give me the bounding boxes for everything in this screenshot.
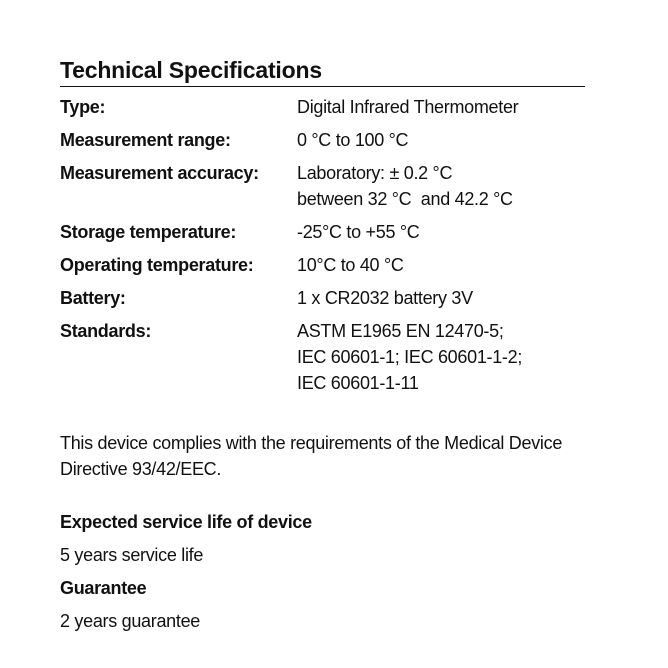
- spec-label: Battery:: [60, 288, 126, 308]
- spec-value: [297, 285, 585, 311]
- spec-page: [60, 56, 585, 634]
- spec-value-line: -25°C to +55 °C: [297, 222, 420, 242]
- spec-label: Standards:: [60, 321, 152, 341]
- spec-label: Type:: [60, 97, 106, 117]
- spec-table: [60, 94, 585, 396]
- compliance-notice: [60, 430, 585, 482]
- spec-value: [297, 94, 585, 120]
- spec-value-line: between 32 °C and 42.2 °C: [297, 189, 513, 209]
- spec-row-standards: [60, 318, 585, 396]
- spec-value: [297, 127, 585, 153]
- spec-value-line: Laboratory: ± 0.2 °C: [297, 163, 453, 183]
- spec-value: [297, 252, 585, 278]
- spec-row-battery: [60, 285, 585, 311]
- guarantee-text: 2 years guarantee: [60, 611, 200, 631]
- compliance-notice-line: Directive 93/42/EEC.: [60, 459, 222, 479]
- spec-value-line: ASTM E1965 EN 12470-5;: [297, 321, 504, 341]
- spec-row-type: [60, 94, 585, 120]
- service-life-heading: Expected service life of device: [60, 512, 312, 532]
- spec-value-line: Digital Infrared Thermometer: [297, 97, 519, 117]
- service-life-text: 5 years service life: [60, 545, 204, 565]
- spec-value: [297, 160, 585, 212]
- spec-label: Measurement accuracy:: [60, 163, 259, 183]
- spec-label: Storage temperature:: [60, 222, 237, 242]
- spec-value-line: 10°C to 40 °C: [297, 255, 404, 275]
- spec-row-storage-temperature: [60, 219, 585, 245]
- spec-value: [297, 219, 585, 245]
- spec-row-measurement-accuracy: [60, 160, 585, 212]
- spec-row-operating-temperature: [60, 252, 585, 278]
- spec-label: Measurement range:: [60, 130, 231, 150]
- spec-row-measurement-range: [60, 127, 585, 153]
- spec-label: Operating temperature:: [60, 255, 254, 275]
- page-title: Technical Specifications: [60, 56, 585, 87]
- spec-value-line: IEC 60601-1-11: [297, 373, 419, 393]
- guarantee-heading: Guarantee: [60, 578, 147, 598]
- spec-value-line: 1 x CR2032 battery 3V: [297, 288, 473, 308]
- spec-value-line: 0 °C to 100 °C: [297, 130, 409, 150]
- compliance-notice-line: This device complies with the requirements of the Medical Device: [60, 433, 563, 453]
- spec-value: [297, 318, 585, 396]
- spec-value-line: IEC 60601-1; IEC 60601-1-2;: [297, 347, 523, 367]
